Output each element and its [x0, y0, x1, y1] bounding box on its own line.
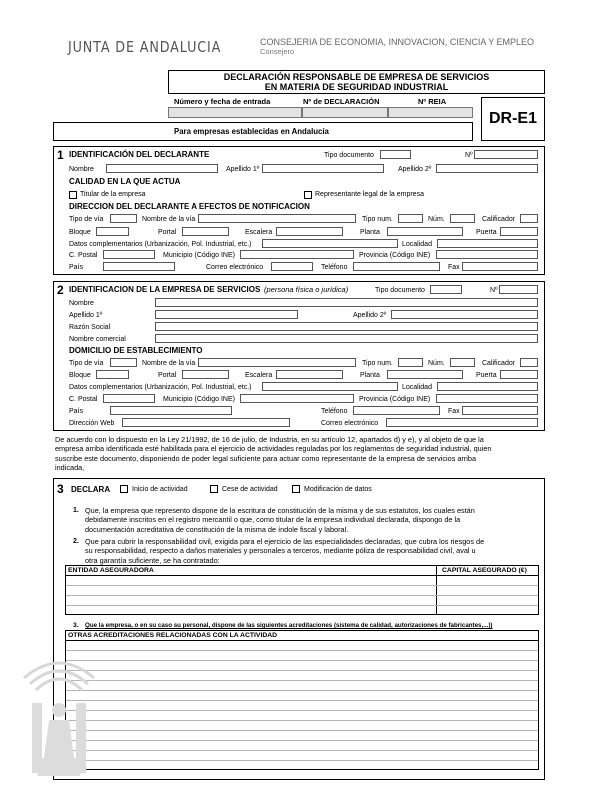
s2-apellido2-field[interactable]: [391, 310, 538, 319]
s2-fax-field[interactable]: [462, 406, 538, 415]
s1-apellido1-field[interactable]: [262, 164, 384, 173]
accreditation-row-line[interactable]: [66, 660, 538, 661]
s1-puerta-label: Puerta: [476, 229, 497, 236]
s2-telefono-label: Teléfono: [321, 408, 348, 415]
s2-nombre-via-field[interactable]: [198, 358, 356, 367]
item1-line2: debidamente inscritos en el registro mercantil o que, como titular de la empresa individual declarada, dispongo de la: [85, 515, 461, 525]
s1-titular-label: Titular de la empresa: [80, 191, 146, 198]
andalucia-emblem-watermark: [14, 648, 104, 788]
accreditations-table: [65, 630, 539, 770]
s1-titular-checkbox[interactable]: [69, 191, 77, 199]
logo-text: JUNTA DE ANDALUCIA: [68, 38, 222, 56]
s1-fax-label: Fax: [448, 264, 460, 271]
s1-tipo-via-label: Tipo de vía: [69, 216, 104, 223]
legal-line4: indicada,: [55, 462, 85, 472]
s1-planta-label: Planta: [360, 229, 380, 236]
s2-correo-field[interactable]: [386, 418, 538, 427]
s1-bloque-label: Bloque: [69, 229, 91, 236]
s1-numero-label: Nº: [465, 152, 473, 159]
s2-planta-label: Planta: [360, 372, 380, 379]
form-code-box: [481, 97, 545, 141]
s1-tipo-doc-field[interactable]: [380, 150, 411, 159]
decl-number-field[interactable]: [302, 107, 388, 118]
subtitle-box: [53, 122, 473, 141]
s1-numero-field[interactable]: [474, 150, 538, 159]
s2-web-label: Dirección Web: [69, 420, 115, 427]
s2-municipio-label: Municipio (Código INE): [163, 396, 235, 403]
subtitle-text: Para empresas establecidas en Andalucía: [174, 127, 329, 136]
s2-tipo-via-field[interactable]: [110, 358, 137, 367]
s2-nombre-field[interactable]: [155, 298, 538, 307]
s2-puerta-field[interactable]: [500, 370, 538, 379]
legal-line2: empresa arriba identificada esté habilitada para el ejercicio de actividades reguladas por los reglamentos de seguridad industrial, quien: [55, 444, 492, 454]
accreditation-row-line[interactable]: [66, 750, 538, 751]
s2-tipo-num-label: Tipo num.: [362, 360, 393, 367]
s2-razon-social-label: Razón Social: [69, 324, 111, 331]
s2-nombre-comercial-field[interactable]: [155, 334, 538, 343]
s1-bloque-field[interactable]: [96, 227, 129, 236]
s2-escalera-label: Escalera: [245, 372, 273, 379]
s1-apellido1-label: Apellido 1º: [226, 166, 260, 173]
s1-apellido2-field[interactable]: [436, 164, 538, 173]
reia-field[interactable]: [388, 107, 473, 118]
s1-tipo-num-label: Tipo num.: [362, 216, 393, 223]
section2-title: IDENTIFICACION DE LA EMPRESA DE SERVICIOS: [69, 285, 261, 294]
legal-line1: De acuerdo con lo dispuesto en la Ley 21/1992, de 16 de julio, de Industria, en su artículo 12, apartados d) y e), y al objeto de que la: [55, 435, 484, 444]
insurance-row-line[interactable]: [66, 595, 538, 596]
s2-planta-field[interactable]: [387, 370, 463, 379]
accreditation-row-line[interactable]: [66, 760, 538, 761]
item1-text: [85, 506, 537, 534]
item2-line2: su responsabilidad, respecto a daños materiales y personales a terceros, mediante póliza de responsabilidad civil, aval u: [85, 546, 476, 556]
reg-number-field[interactable]: [168, 107, 302, 118]
s1-puerta-field[interactable]: [500, 227, 538, 236]
s1-datos-compl-field[interactable]: [262, 239, 398, 248]
s2-pais-label: País: [69, 408, 84, 415]
s2-fax-label: Fax: [448, 408, 460, 415]
s2-nombre-via-label: Nombre de la vía: [142, 360, 196, 367]
s1-provincia-field[interactable]: [436, 250, 538, 259]
accreditation-row-line[interactable]: [66, 700, 538, 701]
s2-num-field[interactable]: [450, 358, 475, 367]
department-name: Consejero: [260, 47, 295, 56]
s2-provincia-field[interactable]: [436, 394, 538, 403]
s2-nombre-comercial-label: Nombre comercial: [69, 336, 126, 343]
s1-planta-field[interactable]: [387, 227, 463, 236]
modificacion-datos-label: Modificación de datos: [304, 486, 372, 493]
s1-telefono-label: Teléfono: [321, 264, 348, 271]
reg-number-label: Número y fecha de entrada: [174, 97, 271, 106]
accreditations-header-line: [66, 640, 538, 641]
insurance-row-line[interactable]: [66, 585, 538, 586]
s2-apellido2-label: Apellido 2º: [353, 312, 387, 319]
s1-nombre-via-label: Nombre de la vía: [142, 216, 196, 223]
s2-puerta-label: Puerta: [476, 372, 497, 379]
item2-text: [85, 537, 537, 565]
ministry-name: CONSEJERIA DE ECONOMIA, INNOVACION, CIENCIA Y EMPLEO: [260, 37, 535, 47]
section1-number: 1: [57, 148, 64, 162]
s1-telefono-field[interactable]: [353, 262, 440, 271]
s2-escalera-field[interactable]: [276, 370, 343, 379]
item2-line1: Que para cubrir la responsabilidad civil, exigida para el ejercicio de las especialidades declaradas, que cubra los riesgos de: [85, 537, 485, 546]
s2-portal-label: Portal: [158, 372, 177, 379]
insurance-header-line: [66, 575, 538, 576]
s2-apellido1-field[interactable]: [155, 310, 298, 319]
s1-escalera-label: Escalera: [245, 229, 273, 236]
accreditation-row-line[interactable]: [66, 650, 538, 651]
accreditation-row-line[interactable]: [66, 740, 538, 741]
item1-line1: Que, la empresa que represento dispone de la escritura de constitución de la misma y de sus estatutos, los cuales están: [85, 506, 475, 515]
s1-datos-compl-label: Datos complementarios (Urbanización, Pol. Industrial, etc.): [69, 241, 252, 248]
s2-cpostal-label: C. Postal: [69, 396, 98, 403]
s1-escalera-field[interactable]: [276, 227, 343, 236]
s1-correo-field[interactable]: [271, 262, 313, 271]
s1-municipio-field[interactable]: [240, 250, 354, 259]
s1-num-field[interactable]: [450, 214, 475, 223]
s2-telefono-field[interactable]: [353, 406, 440, 415]
item2-number: 2.: [73, 538, 79, 545]
s1-pais-label: País: [69, 264, 84, 271]
accreditation-row-line[interactable]: [66, 720, 538, 721]
form-title-line2: EN MATERIA DE SEGURIDAD INDUSTRIAL: [264, 82, 449, 92]
otras-header: OTRAS ACREDITACIONES RELACIONADAS CON LA ACTIVIDAD: [68, 632, 278, 639]
item1-line3: documentación acreditativa de constitución de la misma de índole fiscal y laboral.: [85, 524, 349, 534]
s2-pais-field[interactable]: [110, 406, 232, 415]
s2-bloque-field[interactable]: [96, 370, 129, 379]
s1-calidad-title: CALIDAD EN LA QUE ACTUA: [69, 177, 181, 186]
section3-number: 3: [57, 482, 64, 496]
legal-line3: suscribe este documento, disponiendo de poder legal suficiente para actuar como representante de la empresa de servicios arriba: [55, 453, 477, 463]
s2-localidad-label: Localidad: [402, 384, 432, 391]
s1-cpostal-label: C. Postal: [69, 252, 98, 259]
section1-title: IDENTIFICACIÓN DEL DECLARANTE: [69, 150, 210, 159]
s1-provincia-label: Provincia (Código INE): [359, 252, 431, 259]
s2-provincia-label: Provincia (Código INE): [359, 396, 431, 403]
cese-actividad-label: Cese de actividad: [222, 486, 278, 493]
s1-nombre-field[interactable]: [106, 164, 218, 173]
section3-declara: DECLARA: [71, 485, 111, 494]
form-title-box: [168, 70, 545, 94]
s1-representante-label: Representante legal de la empresa: [315, 191, 424, 198]
s2-domicilio-title: DOMICILIO DE ESTABLECIMIENTO: [69, 346, 203, 355]
s2-apellido1-label: Apellido 1º: [69, 312, 103, 319]
s1-tipo-doc-label: Tipo documento: [324, 152, 374, 159]
form-code: DR-E1: [488, 110, 537, 127]
s1-cpostal-field[interactable]: [103, 250, 155, 259]
accreditation-row-line[interactable]: [66, 690, 538, 691]
form-title-line1: DECLARACIÓN RESPONSABLE DE EMPRESA DE SERVICIOS: [223, 72, 490, 82]
inicio-actividad-label: Inicio de actividad: [132, 486, 188, 493]
s2-correo-label: Correo electrónico: [321, 420, 379, 427]
inicio-actividad-checkbox[interactable]: [120, 485, 128, 493]
s1-correo-label: Correo electrónico: [206, 264, 264, 271]
s1-localidad-label: Localidad: [402, 241, 432, 248]
s1-nombre-label: Nombre: [69, 166, 94, 173]
s2-tipo-doc-label: Tipo documento: [375, 287, 425, 294]
s1-tipo-via-field[interactable]: [110, 214, 137, 223]
s1-representante-checkbox[interactable]: [304, 191, 312, 199]
s2-bloque-label: Bloque: [69, 372, 91, 379]
reia-label: Nº REIA: [418, 97, 447, 106]
insurance-col-divider: [436, 566, 437, 614]
section2-number: 2: [57, 283, 64, 297]
s2-numero-field[interactable]: [499, 285, 538, 294]
s1-fax-field[interactable]: [462, 262, 538, 271]
s2-tipo-num-field[interactable]: [398, 358, 423, 367]
s2-nombre-label: Nombre: [69, 300, 94, 307]
s1-municipio-label: Municipio (Código INE): [163, 252, 235, 259]
s2-calificador-field[interactable]: [520, 358, 538, 367]
s2-numero-label: Nº: [490, 287, 498, 294]
s1-direccion-title: DIRECCION DEL DECLARANTE A EFECTOS DE NOTIFICACION: [69, 202, 310, 211]
s1-pais-field[interactable]: [103, 262, 175, 271]
s1-calificador-label: Calificador: [482, 216, 516, 223]
insurance-row-line[interactable]: [66, 605, 538, 606]
legal-text: [55, 435, 545, 472]
s1-num-label: Núm.: [428, 216, 445, 223]
accreditation-row-line[interactable]: [66, 710, 538, 711]
s1-tipo-num-field[interactable]: [398, 214, 423, 223]
item1-number: 1.: [73, 507, 79, 514]
s1-portal-label: Portal: [158, 229, 177, 236]
s1-apellido2-label: Apellido 2º: [398, 166, 432, 173]
s2-municipio-field[interactable]: [240, 394, 354, 403]
accreditation-row-line[interactable]: [66, 730, 538, 731]
s2-calificador-label: Calificador: [482, 360, 516, 367]
s2-tipo-via-label: Tipo de vía: [69, 360, 104, 367]
s2-cpostal-field[interactable]: [103, 394, 155, 403]
decl-number-label: Nº de DECLARACIÓN: [303, 97, 380, 106]
s1-calificador-field[interactable]: [520, 214, 538, 223]
item3-number: 3.: [73, 622, 79, 629]
s2-razon-social-field[interactable]: [155, 322, 538, 331]
s1-localidad-field[interactable]: [437, 239, 538, 248]
item3-text: Que la empresa, o en su caso su personal, dispone de las siguientes acreditaciones (sistema de calidad, autorizaciones de fabricantes,...)): [85, 622, 493, 629]
insurance-table: [65, 565, 539, 615]
entidad-header: ENTIDAD ASEGURADORA: [68, 567, 154, 574]
accreditation-row-line[interactable]: [66, 680, 538, 681]
section2-title-italic: (persona física o jurídica): [264, 285, 349, 294]
s2-portal-field[interactable]: [182, 370, 229, 379]
modificacion-datos-checkbox[interactable]: [292, 485, 300, 493]
accreditation-row-line[interactable]: [66, 670, 538, 671]
s2-localidad-field[interactable]: [437, 382, 538, 391]
s2-datos-compl-label: Datos complementarios (Urbanización, Pol. Industrial, etc.): [69, 384, 252, 391]
cese-actividad-checkbox[interactable]: [210, 485, 218, 493]
s2-datos-compl-field[interactable]: [262, 382, 398, 391]
s2-web-field[interactable]: [122, 418, 290, 427]
s2-tipo-doc-field[interactable]: [430, 285, 462, 294]
s1-portal-field[interactable]: [182, 227, 229, 236]
capital-header: CAPITAL ASEGURADO (€): [442, 567, 527, 574]
s1-nombre-via-field[interactable]: [198, 214, 356, 223]
item2-line3: otra garantía suficiente, se ha contratado:: [85, 555, 220, 565]
s2-num-label: Núm.: [428, 360, 445, 367]
